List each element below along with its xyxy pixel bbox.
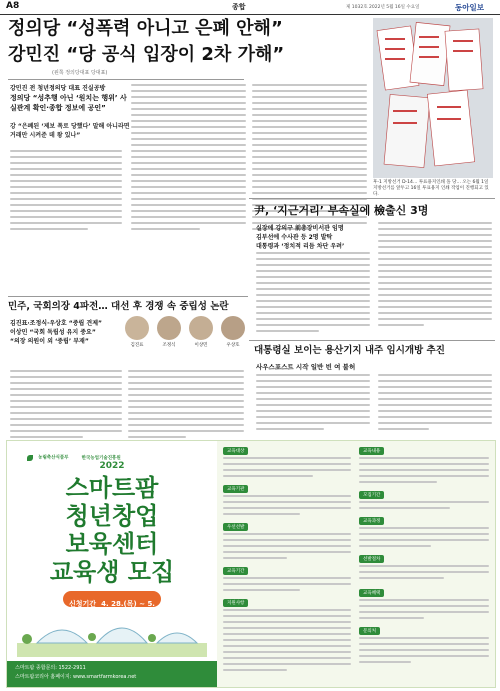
ad-section-body xyxy=(223,457,351,481)
top-headline-1: 정의당 “성폭력 아니고 은폐 안해” xyxy=(8,18,283,39)
ad-section-tag: 선발절차 xyxy=(359,555,384,563)
ad-section-body xyxy=(359,565,489,583)
portrait-icon xyxy=(189,316,213,340)
top-lede: 정의당 “성추행 아닌 ‘원치는 행위’ 사실관계 확인·종합 정보에 공인” xyxy=(10,94,127,112)
mid-body-col2 xyxy=(128,370,244,442)
ad-right-panel xyxy=(359,447,491,683)
paper-name: 동아일보 xyxy=(455,3,484,12)
portrait-icon xyxy=(125,316,149,340)
ad-period: 4. 28.(목) ~ 5. 31.(화) xyxy=(99,600,155,629)
divider xyxy=(249,198,495,199)
side-body-col1 xyxy=(256,252,370,336)
candidate-photo xyxy=(122,316,152,348)
side-subhead-1: 실장에 강의구 前총장비서관 임명 xyxy=(256,225,344,232)
candidate-name: 조정식 xyxy=(162,343,176,348)
ad-section-body xyxy=(359,527,489,551)
ad-section-tag: 모집기간 xyxy=(359,491,384,499)
candidate-photo xyxy=(186,316,216,348)
ad-section-tag: 교육혜택 xyxy=(359,589,384,597)
lower-body-col2 xyxy=(378,374,492,434)
ad-section-tag: 교육기관 xyxy=(223,485,248,493)
top-body-col2 xyxy=(131,84,246,234)
candidate-photo xyxy=(154,316,184,348)
candidate-name: 이상민 xyxy=(194,343,208,348)
ad-section-tag: 우선선발 xyxy=(223,523,248,531)
mid-body-col1 xyxy=(10,370,122,442)
mid-subhead-3: “의장 의원이 외 ‘중립’ 부재” xyxy=(10,338,89,345)
ad-section-tag: 문의처 xyxy=(359,627,380,635)
ad-org-right: 한국농업기술진흥원 xyxy=(81,455,121,461)
top-kicker: 강민진 전 청년정의당 대표 진실공방 xyxy=(10,85,106,92)
ad-year: 2022 xyxy=(99,461,125,471)
ad-left-panel xyxy=(7,441,217,687)
ballot-photo xyxy=(373,18,493,178)
section-name: 종합 xyxy=(232,3,246,11)
leaf-icon xyxy=(27,455,33,461)
ad-section-body xyxy=(359,457,489,487)
ad-section-tag: 교육과정 xyxy=(359,517,384,525)
candidate-name: 우상호 xyxy=(226,343,240,348)
divider xyxy=(249,340,495,341)
ad-org-row xyxy=(27,447,217,461)
ad-title-1: 스마트팜 xyxy=(65,474,159,502)
lower-subhead: 사우스포스트 시작 일반 빈 여 불허 xyxy=(256,363,356,371)
divider xyxy=(8,296,248,297)
page-number: A8 xyxy=(6,1,20,11)
ad-period-badge xyxy=(63,591,161,629)
ad-section-body xyxy=(359,599,489,623)
mid-headline: 민주, 국회의장 4파전… 대선 후 경쟁 속 중립성 논란 xyxy=(8,301,229,312)
portrait-icon xyxy=(221,316,245,340)
ad-middle-panel xyxy=(223,447,353,683)
ad-section-tag: 교육기간 xyxy=(223,567,248,575)
ad-section-tag: 교육내용 xyxy=(359,447,384,455)
photo-caption: 후-1 지방선거 D-14… 투표용지인쇄 돌 당… 오는 6월 1일 지방선거를 앞두고 16일 투표용지 인쇄 작업이 진행되고 있다. xyxy=(373,180,489,197)
issue-date: 제 1032호 2022년 5월 16일 수요일 xyxy=(346,5,420,10)
ad-contact-2: 스마트팜코리아 홈페이지: www.smartfarmkorea.net xyxy=(15,674,137,680)
ad-period-label: 신청기간 xyxy=(69,600,97,608)
ad-contact-1: 스마트팜 종합문의: 1522-2911 xyxy=(15,665,86,671)
ad-org-left: 농림축산식품부 xyxy=(38,455,69,461)
top-lede-small: 강 “은폐된 ‘제보 폭로 당했다’ 말해 아니라면 거래만 시켜준 데 왕 있나” xyxy=(10,123,130,139)
side-headline: 尹, ‘지근거리’ 부속실에 檢출신 3명 xyxy=(254,204,429,217)
portrait-icon xyxy=(157,316,181,340)
side-body-col2 xyxy=(378,222,492,330)
ad-section-body xyxy=(223,609,351,675)
mid-subhead-1: 김진표·조정식·우상호 “중립 견제” xyxy=(10,320,102,327)
top-body-col1 xyxy=(10,150,122,234)
side-subhead-3: 대통령과 ‘정치적 리듬 차단 우려’ xyxy=(256,243,345,250)
ad-section-tag: 지원사항 xyxy=(223,599,248,607)
candidate-name: 김진표 xyxy=(130,343,144,348)
ad-title-4: 교육생 모집 xyxy=(49,558,175,586)
ad-section-body xyxy=(359,501,489,513)
ad-section-body xyxy=(223,495,351,519)
ad-section-body xyxy=(359,637,489,667)
ad-section-tag: 교육대상 xyxy=(223,447,248,455)
candidate-photos xyxy=(122,316,248,364)
top-subhead: (왼쪽 정의당대표 당대표) xyxy=(52,70,108,76)
ad-title-3: 보육센터 xyxy=(65,530,159,558)
lower-headline: 대통령실 보이는 용산기지 내주 임시개방 추진 xyxy=(254,345,445,356)
ad-title-2: 청년창업 xyxy=(65,502,159,530)
ad-section-body xyxy=(223,577,351,595)
masthead xyxy=(0,0,500,15)
ballot-photo-image xyxy=(373,18,493,178)
ad-contact-bar xyxy=(7,661,217,687)
lower-body-col1 xyxy=(256,374,370,434)
divider xyxy=(8,79,244,80)
greenhouse-illustration xyxy=(17,613,207,657)
top-headline-2: 강민진 “당 공식 입장이 2차 가해” xyxy=(8,44,285,65)
side-subhead-2: 김부선에 수사관 등 2명 발탁 xyxy=(256,234,333,241)
advertisement xyxy=(6,440,496,688)
ad-section-body xyxy=(223,533,351,563)
candidate-photo xyxy=(218,316,248,348)
mid-subhead-2: 이상민 “국회 독립성 유지 중요” xyxy=(10,329,96,336)
